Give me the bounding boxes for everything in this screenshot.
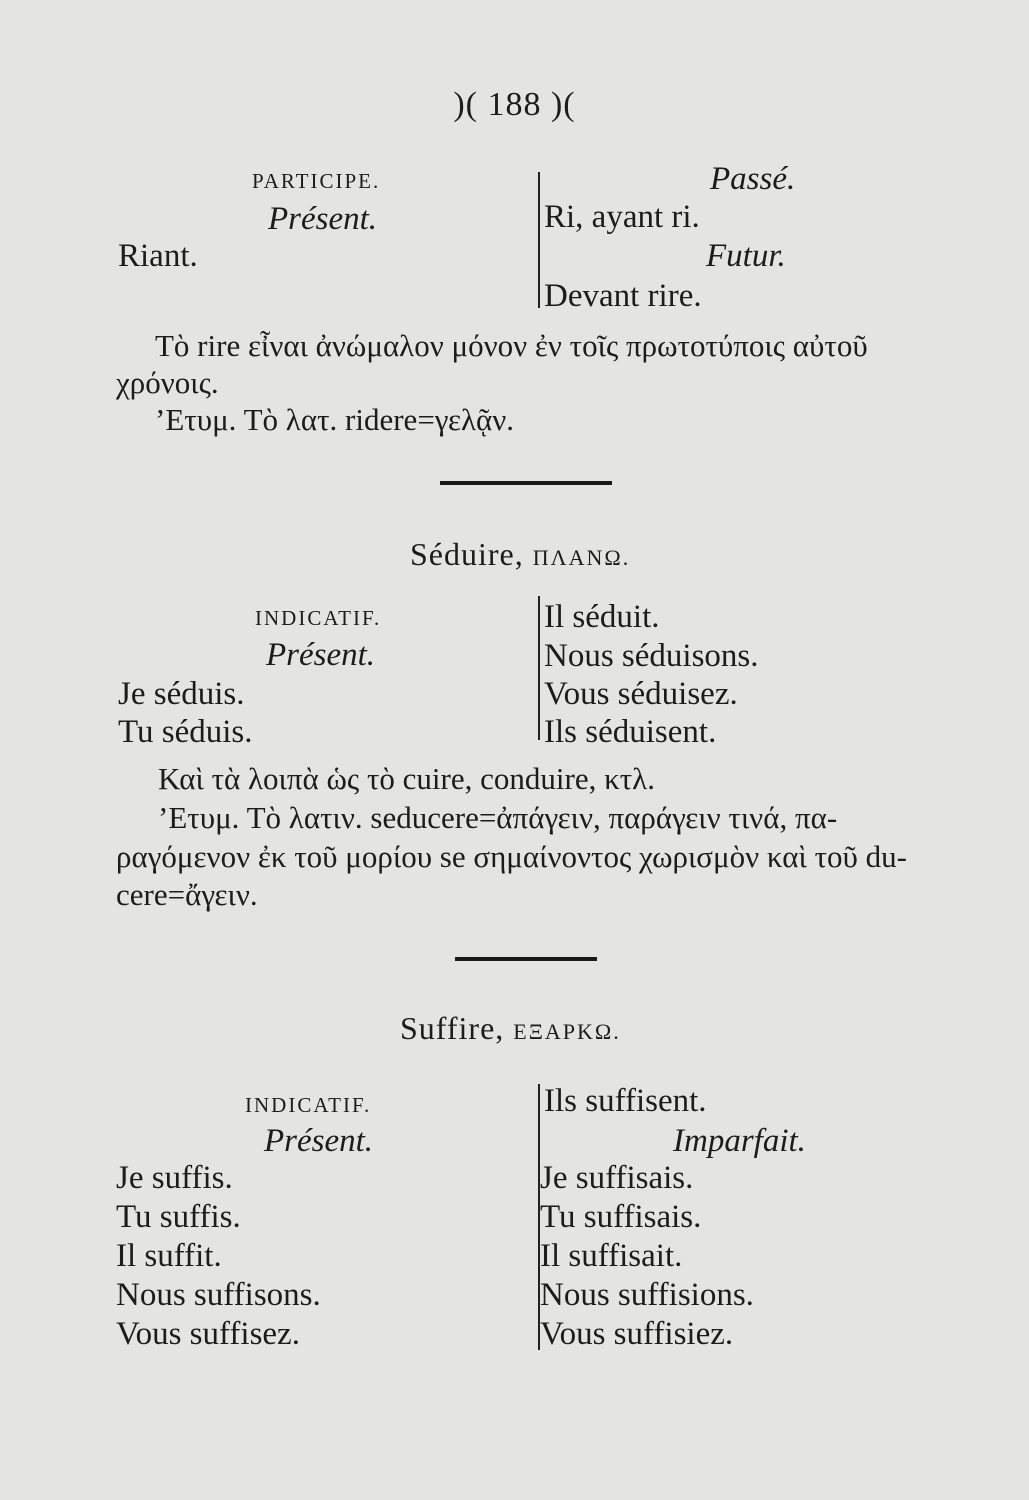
passe-subheading: Passé. <box>710 161 796 197</box>
futur-subheading: Futur. <box>706 238 786 274</box>
page-number: )( 188 )( <box>453 86 576 123</box>
rire-note-line: Τὸ rire εἶναι ἀνώμαλον μόνον ἐν τοῖς πρωτοτύποις αὐτοῦ <box>155 328 868 363</box>
rire-note-line: χρόνοις. <box>116 365 219 400</box>
section-title-suffire <box>400 1012 621 1044</box>
conjugation-line: Tu suffis. <box>116 1199 241 1235</box>
present-subheading: Présent. <box>266 637 376 673</box>
conjugation-line: Nous séduisons. <box>544 638 759 674</box>
conjugation-line: Tu suffisais. <box>540 1199 702 1235</box>
conjugation-line: Vous suffisez. <box>116 1316 300 1352</box>
column-divider <box>538 596 540 740</box>
conjugation-line: Ils suffisent. <box>544 1083 707 1119</box>
section-title-seduire <box>410 538 630 570</box>
participle-passe-form: Ri, ayant ri. <box>544 199 700 235</box>
present-subheading: Présent. <box>268 201 378 237</box>
seduire-note-line: ραγόμενον ἐκ τοῦ μορίου se σημαίνοντος χωρισμὸν καὶ τοῦ du- <box>116 839 907 874</box>
conjugation-line: Ils séduisent. <box>544 714 717 750</box>
conjugation-line: Nous suffisions. <box>540 1277 754 1313</box>
conjugation-line: Vous suffisiez. <box>540 1316 734 1352</box>
participle-present-form: Riant. <box>118 238 198 274</box>
section-rule <box>440 481 612 485</box>
conjugation-line: Nous suffisons. <box>116 1277 321 1313</box>
verb-title: Suffire, <box>400 1010 505 1046</box>
column-divider <box>538 172 540 308</box>
conjugation-line: Tu séduis. <box>118 714 253 750</box>
seduire-etymology: ’Ετυμ. Τὸ λατιν. seducere=ἀπάγειν, παράγειν τινά, πα- <box>158 800 838 835</box>
conjugation-line: Je suffisais. <box>540 1160 694 1196</box>
conjugation-line: Je séduis. <box>118 676 245 712</box>
seduire-note-line: Καὶ τὰ λοιπὰ ὡς τὸ cuire, conduire, κτλ. <box>158 761 655 796</box>
conjugation-line: Vous séduisez. <box>544 676 738 712</box>
conjugation-line: Je suffis. <box>116 1160 233 1196</box>
conjugation-line: Il séduit. <box>544 599 660 635</box>
indicatif-heading: INDICATIF. <box>245 1093 372 1117</box>
participle-futur-form: Devant rire. <box>544 278 702 314</box>
indicatif-heading: INDICATIF. <box>255 606 382 630</box>
present-subheading: Présent. <box>264 1123 374 1159</box>
conjugation-line: Il suffisait. <box>540 1238 683 1274</box>
greek-title: ΠΛΑΝΩ. <box>532 545 631 570</box>
participle-heading: PARTICIPE. <box>252 169 381 193</box>
greek-title: ΕΞΑΡΚΩ. <box>513 1019 621 1044</box>
conjugation-line: Il suffit. <box>116 1238 222 1274</box>
section-rule <box>455 957 597 961</box>
verb-title: Séduire, <box>410 536 524 572</box>
rire-etymology: ’Ετυμ. Τὸ λατ. ridere=γελᾷν. <box>155 402 515 437</box>
imparfait-subheading: Imparfait. <box>673 1123 806 1159</box>
seduire-note-line: cere=ἄγειν. <box>116 877 258 912</box>
